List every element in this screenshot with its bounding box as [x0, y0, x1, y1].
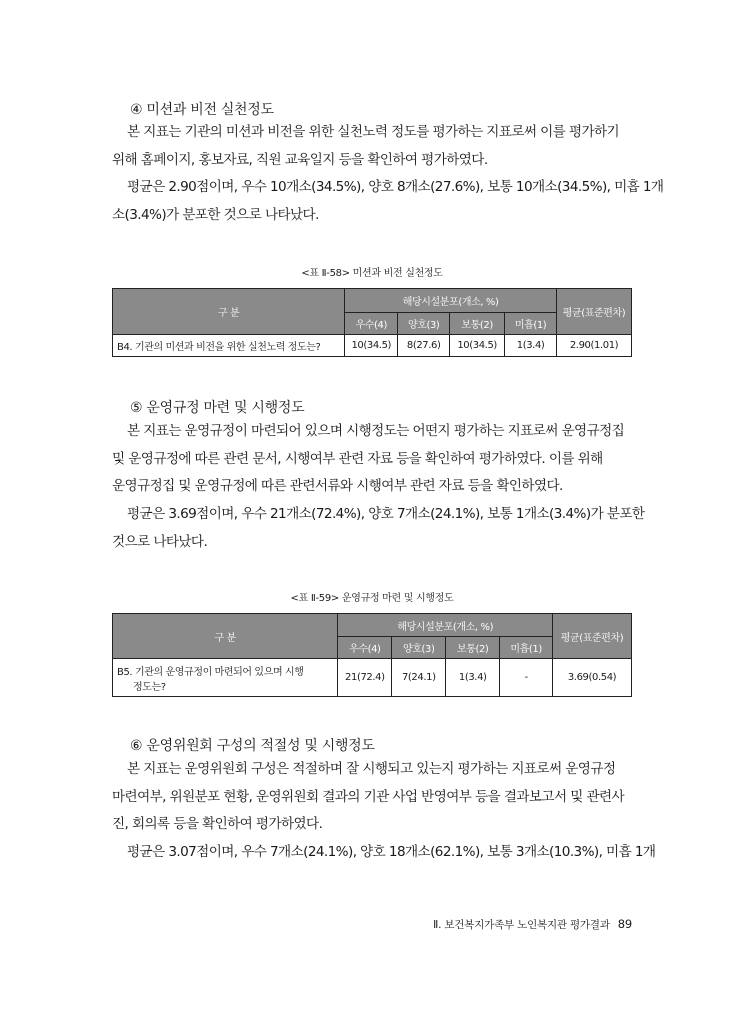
table-row: [113, 659, 632, 697]
row-item-label: [113, 659, 338, 697]
table-cell: 1(3.4): [446, 659, 500, 697]
text-line: 평균은 2.90점이며, 우수 10개소(34.5%), 양호 8개소(27.6%), 보통 10개소(34.5%), 미흡 1개: [127, 179, 664, 195]
text-line: 본 지표는 운영규정이 마련되어 있으며 시행정도는 어떤지 평가하는 지표로써 운영규정집: [127, 423, 625, 439]
page-footer: [433, 917, 632, 932]
table-cell: -: [500, 659, 553, 697]
sub-header: 우수(4): [338, 637, 392, 659]
section5-paragraph-2: [112, 501, 645, 556]
sub-header: 양호(3): [398, 313, 450, 335]
text-line: 것으로 나타났다.: [112, 533, 208, 550]
section4-paragraph-1: [112, 119, 640, 174]
col-group-header: 구 분: [113, 614, 338, 659]
table-cell: 10(34.5): [345, 335, 398, 357]
table-caption-59: <표 Ⅱ-59> 운영규정 마련 및 시행정도: [290, 593, 454, 604]
distribution-header: 해당시설분포(개소, %): [338, 614, 553, 637]
text-line: 운영규정집 및 운영규정에 따른 관련서류와 시행여부 관련 자료 등을 확인하였다.: [112, 478, 563, 494]
table-cell: 21(72.4): [338, 659, 392, 697]
text-line: 본 지표는 운영위원회 구성은 적절하며 잘 시행되고 있는지 평가하는 지표로써 운영규정: [127, 761, 616, 777]
text-line: 평균은 3.07점이며, 우수 7개소(24.1%), 양호 18개소(62.1%), 보통 3개소(10.3%), 미흡 1개: [127, 844, 656, 860]
sub-header: 우수(4): [345, 313, 398, 335]
table-cell-average: 3.69(0.54): [553, 659, 632, 697]
section-heading-4: ④ 미션과 비전 실천정도: [130, 102, 274, 118]
running-title: Ⅱ. 보건복지가족부 노인복지관 평가결과: [433, 919, 610, 931]
distribution-header: 해당시설분포(개소, %): [345, 289, 557, 313]
row-item-label-line-2: 정도는?: [133, 681, 166, 693]
text-line: 및 운영규정에 따른 관련 문서, 시행여부 관련 자료 등을 확인하여 평가하였다. 이를 위해: [112, 450, 603, 467]
table-cell: 10(34.5): [450, 335, 505, 357]
average-header: 평균(표준편차): [553, 614, 632, 659]
section4-paragraph-2: [112, 174, 664, 229]
col-group-header: 구 분: [113, 289, 345, 335]
table-caption-58: <표 Ⅱ-58> 미션과 비전 실천정도: [301, 268, 443, 279]
sub-header: 미흡(1): [500, 637, 553, 659]
sub-header: 보통(2): [450, 313, 505, 335]
table-59: [112, 613, 632, 697]
row-item-label-line-1: B5. 기관의 운영규정이 마련되어 있으며 시행: [117, 666, 304, 678]
text-line: 위해 홈페이지, 홍보자료, 직원 교육일지 등을 확인하여 평가하였다.: [112, 151, 488, 168]
table-cell: 8(27.6): [398, 335, 450, 357]
text-line: 마련여부, 위원분포 현황, 운영위원회 결과의 기관 사업 반영여부 등을 결과보고서 및 관련사: [112, 788, 625, 805]
sub-header: 보통(2): [446, 637, 500, 659]
table-58: [112, 288, 632, 357]
sub-header: 양호(3): [392, 637, 446, 659]
text-line: 평균은 3.69점이며, 우수 21개소(72.4%), 양호 7개소(24.1%), 보통 1개소(3.4%)가 분포한: [127, 506, 645, 522]
section6-paragraph-2: [112, 839, 656, 867]
section-heading-5: ⑤ 운영규정 마련 및 시행정도: [130, 400, 305, 416]
average-header: 평균(표준편차): [557, 289, 632, 335]
sub-header: 미흡(1): [505, 313, 557, 335]
table-cell: 7(24.1): [392, 659, 446, 697]
section-heading-6: ⑥ 운영위원회 구성의 적절성 및 시행정도: [130, 738, 375, 754]
table-row: [113, 335, 632, 357]
section5-paragraph-1: [112, 418, 640, 501]
page-number: 89: [617, 917, 632, 931]
table-cell: 1(3.4): [505, 335, 557, 357]
row-item-label: B4. 기관의 미션과 비전을 위한 실천노력 정도는?: [113, 335, 345, 357]
table-cell-average: 2.90(1.01): [557, 335, 632, 357]
text-line: 소(3.4%)가 분포한 것으로 나타났다.: [112, 206, 319, 223]
text-line: 진, 회의록 등을 확인하여 평가하였다.: [112, 816, 323, 832]
section6-paragraph-1: [112, 756, 640, 839]
text-line: 본 지표는 기관의 미션과 비전을 위한 실천노력 정도를 평가하는 지표로써 이를 평가하기: [127, 124, 620, 140]
